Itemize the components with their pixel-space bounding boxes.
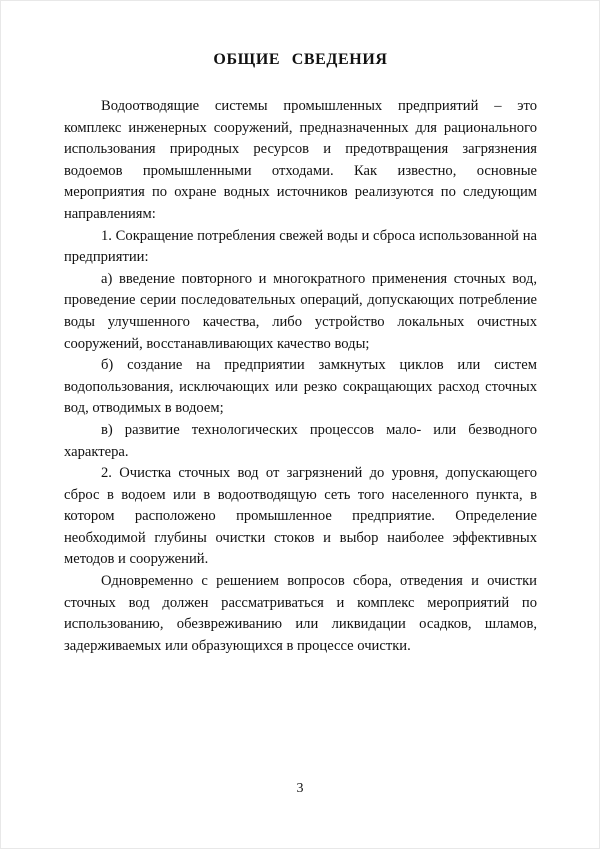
body-text	[64, 96, 537, 657]
page-number: 3	[296, 781, 304, 796]
paragraph-intro: Водоотводящие системы промышленных предприятий – это комплекс инженерных сооружений, предназначенных для рационального использования природных ресурсов и предотвращения загрязнения водоемов промышленными отходами. Как известно, основные мероприятия по охране водных источников реализуются по следующим направлениям:	[64, 98, 537, 222]
paragraph-item-1v: в) развитие технологических процессов мало- или безводного характера.	[64, 421, 537, 460]
page-title: ОБЩИЕ СВЕДЕНИЯ	[213, 51, 388, 68]
paragraph-item-1b: б) создание на предприятии замкнутых циклов или систем водопользования, исключающих или резко сокращающих расход сточных вод, отводимых в водоем;	[64, 357, 537, 417]
paragraph-item-1: 1. Сокращение потребления свежей воды и сброса использованной на предприятии:	[64, 227, 537, 266]
paragraph-item-2: 2. Очистка сточных вод от загрязнений до уровня, допускающего сброс в водоем или в водоотводящую сеть того населенного пункта, в котором расположено промышленное предприятие. Определение необходимой глубины очистки стоков и выбор наиболее эффективных методов и сооружений.	[64, 465, 537, 568]
paragraph-item-1a: а) введение повторного и многократного применения сточных вод, проведение серии последовательных операций, допускающих потребление воды улучшенного качества, либо устройство локальных очистных сооружений, восстанавливающих качество воды;	[64, 270, 537, 352]
paragraph-closing: Одновременно с решением вопросов сбора, отведения и очистки сточных вод должен рассматриваться и комплекс мероприятий по использованию, обезвреживанию или ликвидации осадков, шламов, задерживаемых или образующихся в процессе очистки.	[64, 573, 537, 654]
